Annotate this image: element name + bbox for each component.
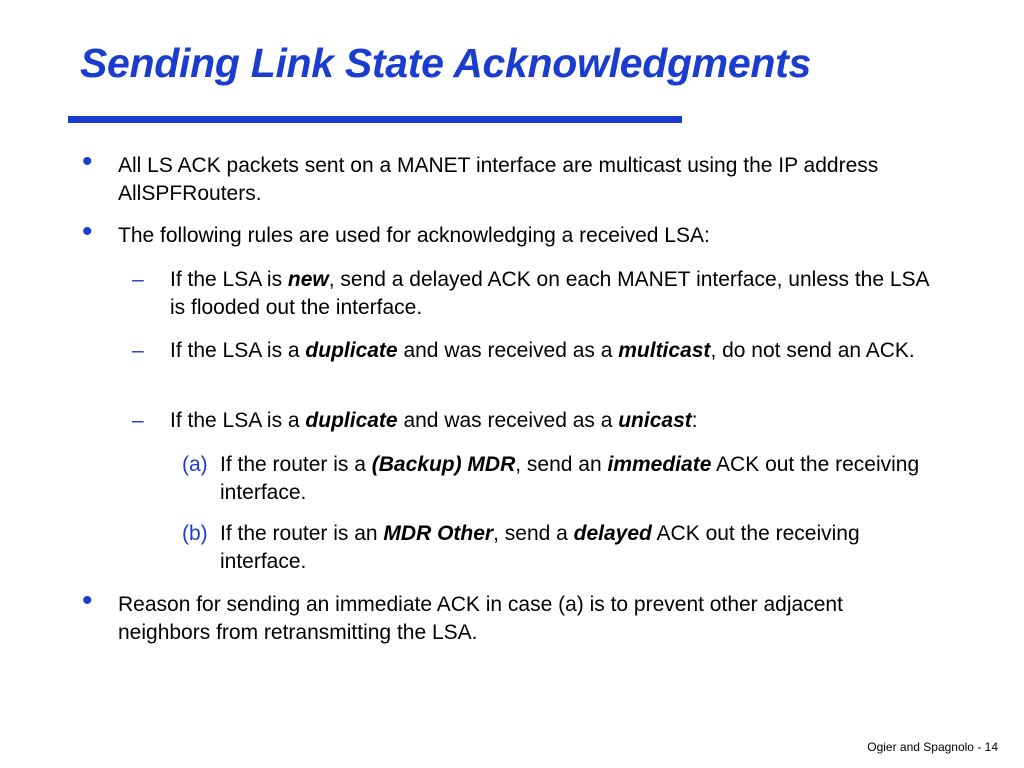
sub-text: If the LSA is a — [170, 339, 306, 362]
case-text: If the router is a — [220, 453, 372, 476]
bullet-marker: • — [82, 215, 93, 248]
emphasis-text: delayed — [573, 522, 652, 545]
sub-bullet-new-lsa — [170, 266, 940, 322]
sub-text: , do not send an ACK. — [710, 339, 915, 362]
emphasis-text: duplicate — [305, 339, 398, 362]
bullet-marker: • — [82, 145, 93, 178]
emphasis-text: MDR Other — [383, 522, 494, 545]
title-underline — [68, 116, 682, 123]
case-text: ACK out the receiving interface. — [220, 453, 920, 504]
sub-text: and was received as a — [397, 409, 619, 432]
emphasis-text: duplicate — [305, 409, 398, 432]
sub-text: and was received as a — [397, 339, 619, 362]
bullet-marker: • — [82, 584, 93, 617]
sub-bullet-duplicate-unicast — [170, 407, 940, 435]
case-text: , send an — [515, 453, 608, 476]
case-text: If the router is an — [220, 522, 384, 545]
case-marker: (b) — [182, 522, 208, 545]
slide-title: Sending Link State Acknowledgments — [80, 40, 811, 86]
sub-bullet-marker: – — [132, 339, 144, 362]
emphasis-text: (Backup) MDR — [371, 453, 516, 476]
sub-text: , send a delayed ACK on each MANET interface, unless the LSA is flooded out the interface. — [170, 268, 929, 319]
emphasis-text: new — [287, 268, 329, 291]
emphasis-text: immediate — [607, 453, 712, 476]
case-a-backup-mdr — [220, 451, 940, 507]
case-marker: (a) — [182, 453, 208, 476]
case-b-mdr-other — [220, 520, 940, 576]
bullet-text-rules: The following rules are used for acknowledging a received LSA: — [118, 224, 710, 247]
bullet-text-multicast: All LS ACK packets sent on a MANET interface are multicast using the IP address AllSPFRouters. — [118, 154, 879, 205]
case-text: ACK out the receiving interface. — [220, 522, 860, 573]
case-text: , send a — [493, 522, 574, 545]
sub-bullet-marker: – — [132, 409, 144, 432]
sub-bullet-marker: – — [132, 268, 144, 291]
emphasis-text: multicast — [618, 339, 711, 362]
sub-text: : — [691, 409, 698, 432]
bullet-text-reason: Reason for sending an immediate ACK in case (a) is to prevent other adjacent neighbors from retransmitting the LSA. — [118, 593, 843, 644]
emphasis-text: unicast — [618, 409, 692, 432]
slide-footer: Ogier and Spagnolo - 14 — [867, 740, 998, 754]
sub-text: If the LSA is a — [170, 409, 306, 432]
sub-text: If the LSA is — [170, 268, 288, 291]
sub-bullet-duplicate-multicast — [170, 337, 940, 365]
